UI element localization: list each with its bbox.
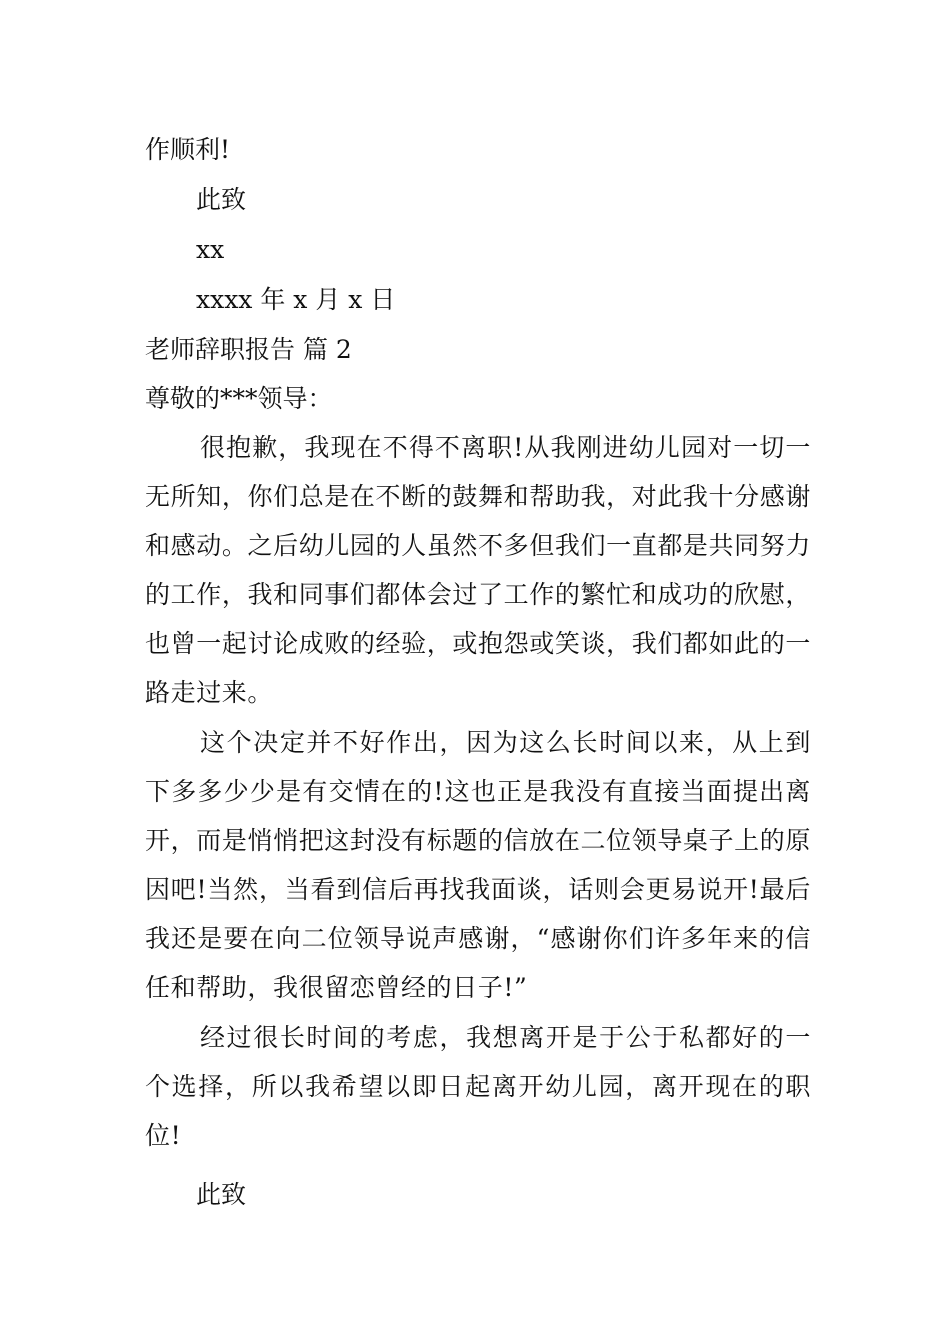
signature-text: xx bbox=[196, 235, 225, 264]
body-paragraph-2: 这个决定并不好作出，因为这么长时间以来，从上到下多多少少是有交情在的!这也正是我没有直接当面提出离开，而是悄悄把这封没有标题的信放在二位领导桌子上的原因吧!当然，当看到信后再找我面谈，话则会更易说开!最后我还是要在向二位领导说声感谢，“感谢你们许多年来的信任和帮助，我很留恋曾经的日子!” bbox=[145, 728, 811, 1002]
body-paragraph-1: 很抱歉，我现在不得不离职!从我刚进幼儿园对一切一无所知，你们总是在不断的鼓舞和帮助我，对此我十分感谢和感动。之后幼儿园的人虽然不多但我们一直都是共同努力的工作，我和同事们都体会过了工作的繁忙和成功的欣慰，也曾一起讨论成败的经验，或抱怨或笑谈，我们都如此的一路走过来。 bbox=[145, 433, 811, 707]
body-paragraph-3: 经过很长时间的考虑，我想离开是于公于私都好的一个选择，所以我希望以即日起离开幼儿园，离开现在的职位! bbox=[145, 1023, 811, 1150]
date-text: xxxx 年 x 月 x 日 bbox=[196, 285, 396, 314]
closing-text: 此致 bbox=[196, 185, 247, 214]
continuation-text: 作顺利! bbox=[145, 135, 231, 164]
section-title: 老师辞职报告 篇 2 bbox=[145, 335, 352, 364]
closing-text-2: 此致 bbox=[196, 1180, 247, 1209]
salutation-text: 尊敬的***领导： bbox=[145, 384, 333, 413]
